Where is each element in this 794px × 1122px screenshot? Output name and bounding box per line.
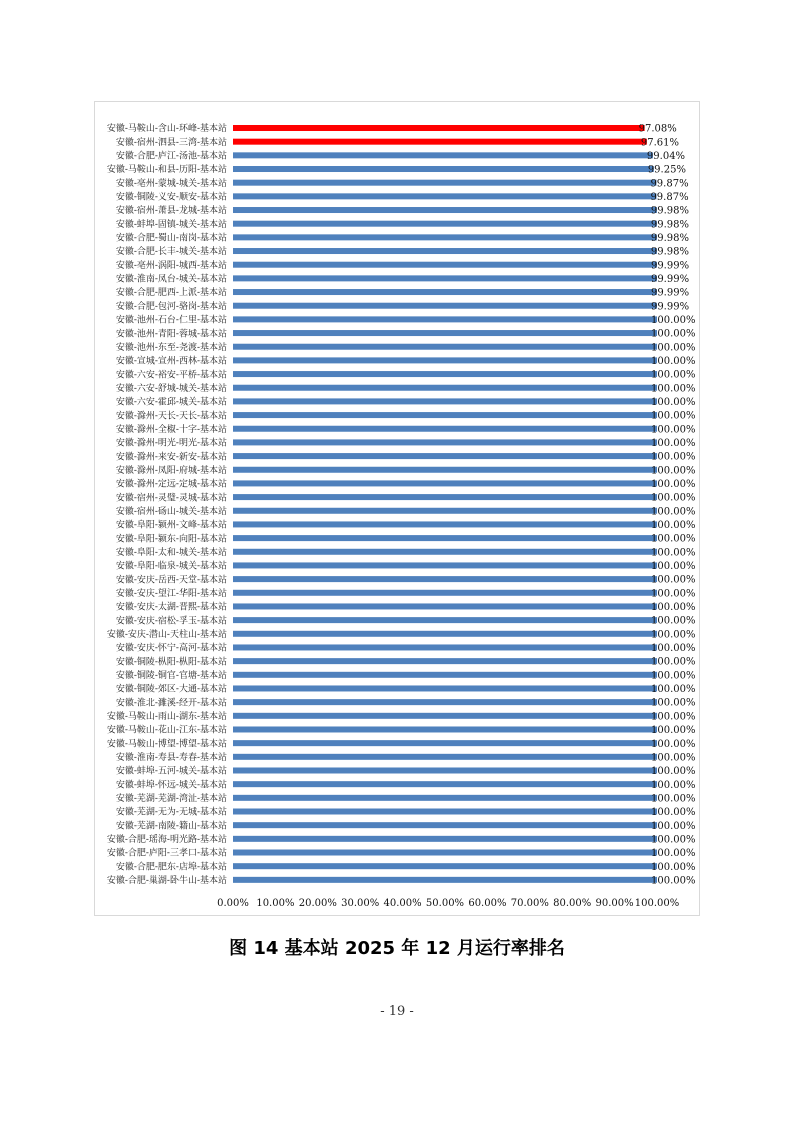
x-tick-label: 20.00% bbox=[298, 898, 337, 909]
category-label: 安徽-马鞍山-博望-博望-基本站 bbox=[106, 739, 227, 750]
category-label: 安徽-淮南-凤台-城关-基本站 bbox=[115, 274, 227, 285]
x-tick-label: 10.00% bbox=[256, 898, 295, 909]
bar bbox=[233, 234, 657, 240]
category-label: 安徽-六安-舒城-城关-基本站 bbox=[115, 383, 227, 394]
chart-frame bbox=[94, 101, 700, 916]
category-label: 安徽-宿州-灵璧-灵城-基本站 bbox=[115, 493, 227, 504]
data-label: 100.00% bbox=[651, 574, 696, 586]
bar bbox=[233, 795, 657, 801]
data-label: 100.00% bbox=[651, 383, 696, 395]
category-label: 安徽-蚌埠-固镇-城关-基本站 bbox=[115, 219, 227, 230]
bar bbox=[233, 685, 657, 691]
bar bbox=[233, 180, 656, 186]
category-label: 安徽-芜湖-南陵-籍山-基本站 bbox=[115, 821, 227, 832]
data-label: 100.00% bbox=[651, 643, 696, 655]
category-label: 安徽-合肥-瑶海-明光路-基本站 bbox=[106, 835, 227, 846]
bar bbox=[233, 439, 657, 445]
bar bbox=[233, 152, 653, 158]
bar bbox=[233, 207, 657, 213]
category-label: 安徽-合肥-长丰-城关-基本站 bbox=[115, 247, 227, 258]
bar bbox=[233, 740, 657, 746]
bar bbox=[233, 330, 657, 336]
category-label: 安徽-安庆-潜山-天柱山-基本站 bbox=[106, 629, 227, 640]
bar bbox=[233, 480, 657, 486]
data-label: 100.00% bbox=[651, 479, 696, 491]
data-label: 99.99% bbox=[650, 273, 690, 285]
category-label: 安徽-亳州-蒙城-城关-基本站 bbox=[115, 178, 227, 189]
category-label: 安徽-宿州-萧县-龙城-基本站 bbox=[115, 206, 227, 217]
x-tick-label: 90.00% bbox=[595, 898, 634, 909]
bar bbox=[233, 385, 657, 391]
bar bbox=[233, 767, 657, 773]
category-label: 安徽-合肥-包河-骆岗-基本站 bbox=[115, 301, 227, 312]
x-tick-label: 80.00% bbox=[553, 898, 592, 909]
category-label: 安徽-铜陵-枞阳-枞阳-基本站 bbox=[115, 657, 227, 668]
x-tick-label: 30.00% bbox=[341, 898, 380, 909]
category-label: 安徽-宣城-宣州-西林-基本站 bbox=[115, 356, 227, 367]
category-label: 安徽-阜阳-颍东-向阳-基本站 bbox=[115, 534, 227, 545]
data-label: 99.99% bbox=[650, 301, 690, 313]
data-label: 100.00% bbox=[651, 752, 696, 764]
data-label: 99.98% bbox=[650, 246, 690, 258]
bar bbox=[233, 344, 657, 350]
category-label: 安徽-滁州-凤阳-府城-基本站 bbox=[115, 465, 227, 476]
bar bbox=[233, 494, 657, 500]
data-label: 100.00% bbox=[651, 438, 696, 450]
data-label: 100.00% bbox=[651, 465, 696, 477]
data-label: 100.00% bbox=[651, 520, 696, 532]
category-label: 安徽-滁州-来安-新安-基本站 bbox=[115, 452, 227, 463]
data-label: 100.00% bbox=[651, 533, 696, 545]
category-label: 安徽-芜湖-无为-无城-基本站 bbox=[115, 807, 227, 818]
category-label: 安徽-滁州-全椒-十字-基本站 bbox=[115, 424, 227, 435]
data-label: 100.00% bbox=[651, 424, 696, 436]
x-tick-label: 100.00% bbox=[634, 898, 680, 909]
bar bbox=[233, 549, 657, 555]
bar bbox=[233, 699, 657, 705]
bar bbox=[233, 590, 657, 596]
category-label: 安徽-阜阳-太和-城关-基本站 bbox=[115, 547, 227, 558]
data-label: 100.00% bbox=[651, 492, 696, 504]
data-label: 99.04% bbox=[646, 150, 686, 162]
category-label: 安徽-铜陵-义安-顺安-基本站 bbox=[115, 192, 227, 203]
data-label: 100.00% bbox=[651, 314, 696, 326]
bar bbox=[233, 562, 657, 568]
category-label: 安徽-合肥-巢湖-卧牛山-基本站 bbox=[106, 876, 227, 887]
data-label: 100.00% bbox=[651, 656, 696, 668]
data-label: 100.00% bbox=[651, 602, 696, 614]
data-label: 99.87% bbox=[650, 191, 689, 203]
category-label: 安徽-安庆-太湖-晋熙-基本站 bbox=[115, 602, 227, 613]
bar bbox=[233, 809, 657, 815]
data-label: 99.98% bbox=[650, 232, 690, 244]
category-label: 安徽-滁州-明光-明光-基本站 bbox=[115, 438, 227, 449]
data-label: 100.00% bbox=[651, 779, 696, 791]
category-label: 安徽-芜湖-芜湖-湾沚-基本站 bbox=[115, 794, 227, 805]
bar bbox=[233, 644, 657, 650]
data-label: 100.00% bbox=[651, 766, 696, 778]
bar bbox=[233, 863, 657, 869]
data-label: 100.00% bbox=[651, 725, 696, 737]
bar bbox=[233, 535, 657, 541]
x-tick-label: 70.00% bbox=[510, 898, 549, 909]
bar bbox=[233, 603, 657, 609]
x-tick-label: 50.00% bbox=[425, 898, 465, 909]
data-label: 100.00% bbox=[651, 629, 696, 641]
category-label: 安徽-合肥-肥东-店埠-基本站 bbox=[115, 862, 227, 873]
category-label: 安徽-铜陵-郊区-大通-基本站 bbox=[115, 684, 227, 695]
data-label: 100.00% bbox=[651, 820, 696, 832]
bar bbox=[233, 166, 654, 172]
category-label: 安徽-池州-东至-尧渡-基本站 bbox=[115, 342, 227, 353]
data-label: 100.00% bbox=[651, 738, 696, 750]
x-tick-label: 40.00% bbox=[383, 898, 422, 909]
category-label: 安徽-合肥-庐江-汤池-基本站 bbox=[115, 151, 227, 162]
bar bbox=[233, 754, 657, 760]
data-label: 99.98% bbox=[650, 205, 690, 217]
bar bbox=[233, 467, 657, 473]
x-tick-label: 0.00% bbox=[217, 898, 249, 909]
bar bbox=[233, 781, 657, 787]
data-label: 100.00% bbox=[651, 697, 696, 709]
category-label: 安徽-马鞍山-花山-江东-基本站 bbox=[106, 725, 227, 736]
bar bbox=[233, 357, 657, 363]
category-label: 安徽-滁州-定远-定城-基本站 bbox=[115, 479, 227, 490]
category-label: 安徽-蚌埠-怀远-城关-基本站 bbox=[115, 780, 227, 791]
bar bbox=[233, 453, 657, 459]
data-label: 100.00% bbox=[651, 615, 696, 627]
bar bbox=[233, 672, 657, 678]
page-number: - 19 - bbox=[380, 1004, 414, 1019]
data-label: 100.00% bbox=[651, 451, 696, 463]
category-label: 安徽-马鞍山-雨山-湖东-基本站 bbox=[106, 712, 227, 723]
data-label: 100.00% bbox=[651, 807, 696, 819]
category-label: 安徽-阜阳-临泉-城关-基本站 bbox=[115, 561, 227, 572]
category-label: 安徽-蚌埠-五河-城关-基本站 bbox=[115, 766, 227, 777]
bar-chart bbox=[95, 102, 701, 917]
data-label: 100.00% bbox=[651, 848, 696, 860]
data-label: 99.98% bbox=[650, 219, 690, 231]
category-label: 安徽-安庆-怀宁-高河-基本站 bbox=[115, 643, 227, 654]
bar bbox=[233, 726, 657, 732]
bar bbox=[233, 576, 657, 582]
category-label: 安徽-合肥-蜀山-南岗-基本站 bbox=[115, 233, 227, 244]
data-label: 100.00% bbox=[651, 834, 696, 846]
category-label: 安徽-六安-裕安-平桥-基本站 bbox=[115, 370, 227, 381]
bar bbox=[233, 289, 657, 295]
data-label: 97.08% bbox=[638, 123, 677, 135]
data-label: 100.00% bbox=[651, 670, 696, 682]
bar bbox=[233, 125, 645, 131]
data-label: 100.00% bbox=[651, 861, 696, 873]
x-tick-label: 60.00% bbox=[468, 898, 507, 909]
data-label: 100.00% bbox=[651, 328, 696, 340]
bar bbox=[233, 877, 657, 883]
bar bbox=[233, 508, 657, 514]
category-label: 安徽-宿州-砀山-城关-基本站 bbox=[115, 506, 227, 517]
category-label: 安徽-滁州-天长-天长-基本站 bbox=[115, 411, 227, 422]
data-label: 100.00% bbox=[651, 588, 696, 600]
category-label: 安徽-铜陵-铜官-官塘-基本站 bbox=[115, 671, 227, 681]
bar bbox=[233, 521, 657, 527]
data-label: 100.00% bbox=[651, 410, 696, 422]
category-label: 安徽-马鞍山-含山-环峰-基本站 bbox=[106, 124, 227, 135]
bar bbox=[233, 262, 657, 268]
category-label: 安徽-安庆-岳西-天堂-基本站 bbox=[115, 575, 227, 586]
bar bbox=[233, 275, 657, 281]
category-label: 安徽-合肥-肥西-上派-基本站 bbox=[115, 288, 227, 299]
category-label: 安徽-淮北-濉溪-经开-基本站 bbox=[115, 698, 227, 709]
bar bbox=[233, 631, 657, 637]
bar bbox=[233, 426, 657, 432]
bar bbox=[233, 398, 657, 404]
bar bbox=[233, 836, 657, 842]
bar bbox=[233, 617, 657, 623]
category-label: 安徽-安庆-望江-华阳-基本站 bbox=[115, 588, 227, 599]
category-label: 安徽-阜阳-颍州-文峰-基本站 bbox=[115, 520, 227, 531]
category-label: 安徽-宿州-泗县-三湾-基本站 bbox=[115, 137, 227, 148]
bar bbox=[233, 221, 657, 227]
bar bbox=[233, 658, 657, 664]
bar bbox=[233, 316, 657, 322]
data-label: 100.00% bbox=[651, 793, 696, 805]
bar bbox=[233, 139, 647, 145]
bar bbox=[233, 822, 657, 828]
data-label: 99.87% bbox=[650, 178, 689, 190]
data-label: 99.99% bbox=[650, 287, 690, 299]
category-label: 安徽-合肥-庐阳-三孝口-基本站 bbox=[106, 848, 227, 859]
bar bbox=[233, 412, 657, 418]
data-label: 100.00% bbox=[651, 369, 696, 381]
data-label: 100.00% bbox=[651, 355, 696, 367]
bar bbox=[233, 193, 656, 199]
data-label: 100.00% bbox=[651, 875, 696, 887]
data-label: 100.00% bbox=[651, 397, 696, 408]
bar bbox=[233, 371, 657, 377]
data-label: 97.61% bbox=[640, 137, 680, 149]
data-label: 100.00% bbox=[651, 711, 696, 723]
data-label: 99.25% bbox=[647, 164, 686, 176]
data-label: 100.00% bbox=[651, 506, 696, 518]
category-label: 安徽-六安-霍邱-城关-基本站 bbox=[115, 397, 227, 408]
figure-caption: 图 14 基本站 2025 年 12 月运行率排名 bbox=[229, 938, 565, 959]
data-label: 100.00% bbox=[651, 684, 696, 696]
category-label: 安徽-亳州-涡阳-城西-基本站 bbox=[115, 260, 227, 271]
category-label: 安徽-池州-青阳-蓉城-基本站 bbox=[115, 329, 227, 340]
bar bbox=[233, 850, 657, 856]
data-label: 100.00% bbox=[651, 342, 696, 354]
bar bbox=[233, 248, 657, 254]
data-label: 100.00% bbox=[651, 547, 696, 559]
bar bbox=[233, 713, 657, 719]
category-label: 安徽-池州-石台-仁里-基本站 bbox=[115, 315, 227, 326]
category-label: 安徽-安庆-宿松-孚玉-基本站 bbox=[115, 616, 227, 627]
bar bbox=[233, 303, 657, 309]
data-label: 99.99% bbox=[650, 260, 690, 272]
category-label: 安徽-马鞍山-和县-历阳-基本站 bbox=[106, 165, 227, 176]
category-label: 安徽-淮南-寿县-寿春-基本站 bbox=[115, 753, 227, 764]
data-label: 100.00% bbox=[651, 561, 696, 573]
